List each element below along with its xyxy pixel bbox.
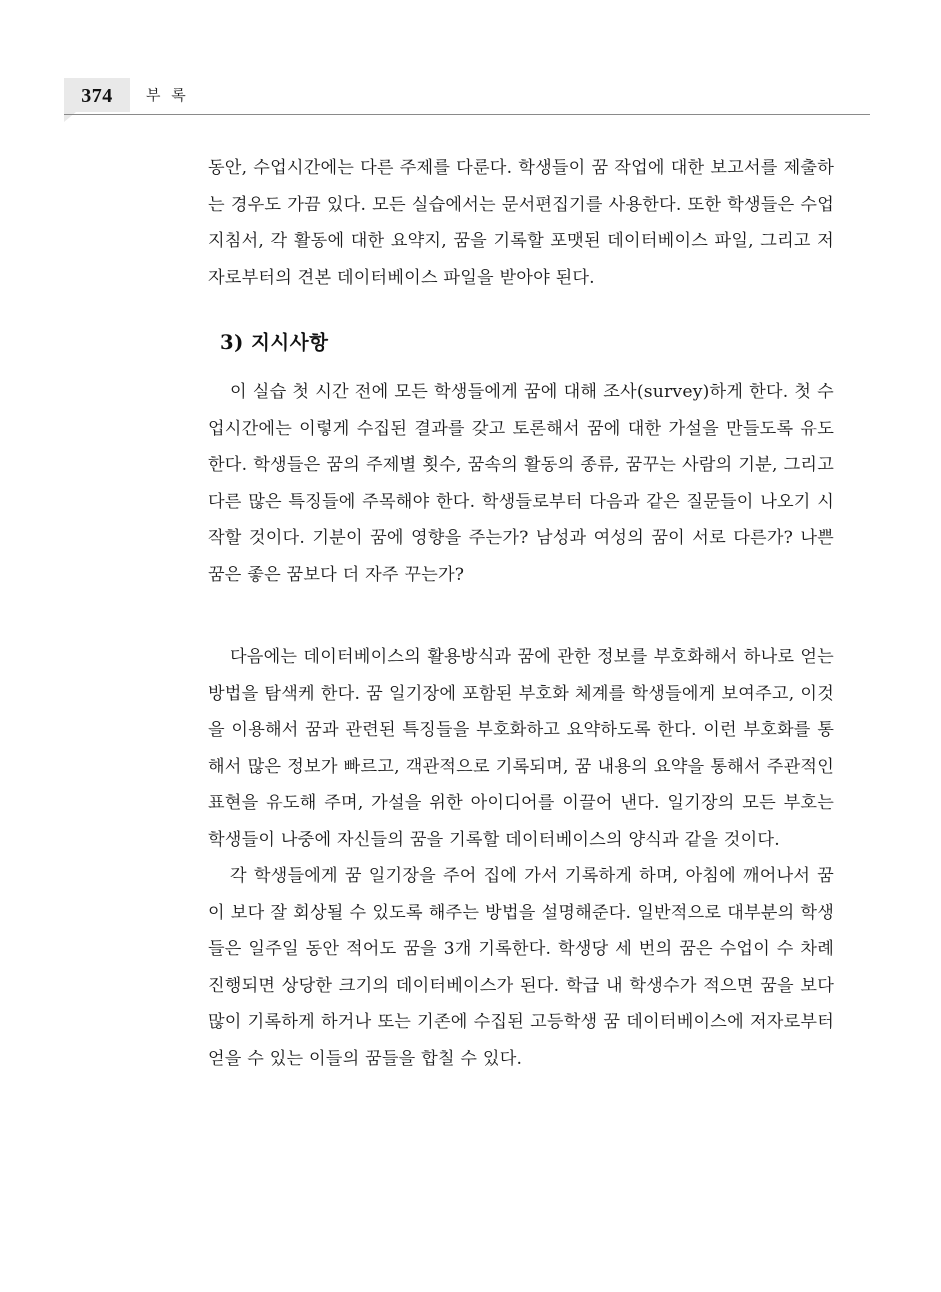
paragraph-2: 이 실습 첫 시간 전에 모든 학생들에게 꿈에 대해 조사(survey)하게 한다. 첫 수업시간에는 이렇게 수집된 결과를 갖고 토론해서 꿈에 대한 가설을 만들도록 유도한다. 학생들은 꿈의 주제별 횟수, 꿈속의 활동의 종류, 꿈꾸는 사람의 기분, 그리고 다른 많은 특징들에 주목해야 한다. 학생들로부터 다음과 같은 질문들이 나오기 시작할 것이다. 기분이 꿈에 영향을 주는가? 남성과 여성의 꿈이 서로 다른가? 나쁜 꿈은 좋은 꿈보다 더 자주 꾸는가?: [208, 382, 834, 585]
spacer: [208, 360, 834, 374]
subheading-instructions: 3) 지시사항: [220, 331, 329, 354]
page-content: [208, 150, 834, 1077]
paragraph-3: 다음에는 데이터베이스의 활용방식과 꿈에 관한 정보를 부호화해서 하나로 얻는 방법을 탐색케 한다. 꿈 일기장에 포함된 부호화 체계를 학생들에게 보여주고, 이것을 이용해서 꿈과 관련된 특징들을 부호화하고 요약하도록 한다. 이런 부호화를 통해서 많은 정보가 빠르고, 객관적으로 기록되며, 꿈 내용의 요약을 통해서 주관적인 표현을 유도해 주며, 가설을 위한 아이디어를 이끌어 낸다. 일기장의 모든 부호는 학생들이 나중에 자신들의 꿈을 기록할 데이터베이스의 양식과 같을 것이다.: [208, 647, 834, 850]
header-divider: [64, 114, 870, 115]
paragraph-1: 동안, 수업시간에는 다른 주제를 다룬다. 학생들이 꿈 작업에 대한 보고서를 제출하는 경우도 가끔 있다. 모든 실습에서는 문서편집기를 사용한다. 또한 학생들은 수업 지침서, 각 활동에 대한 요약지, 꿈을 기록할 포맷된 데이터베이스 파일, 그리고 저자로부터의 견본 데이터베이스 파일을 받아야 된다.: [208, 158, 834, 288]
header-section-title: 부 록: [146, 86, 189, 104]
page-number: 374: [81, 85, 113, 107]
paragraph-4: 각 학생들에게 꿈 일기장을 주어 집에 가서 기록하게 하며, 아침에 깨어나서 꿈이 보다 잘 회상될 수 있도록 해주는 방법을 설명해준다. 일반적으로 대부분의 학생들은 일주일 동안 적어도 꿈을 3개 기록한다. 학생당 세 번의 꿈은 수업이 수 차례 진행되면 상당한 크기의 데이터베이스가 된다. 학급 내 학생수가 적으면 꿈을 보다 많이 기록하게 하거나 또는 기존에 수집된 고등학생 꿈 데이터베이스에 저자로부터 얻을 수 있는 이들의 꿈들을 합칠 수 있다.: [208, 866, 834, 1069]
spacer: [208, 593, 834, 639]
page-header: [0, 78, 941, 120]
spacer: [208, 296, 834, 326]
